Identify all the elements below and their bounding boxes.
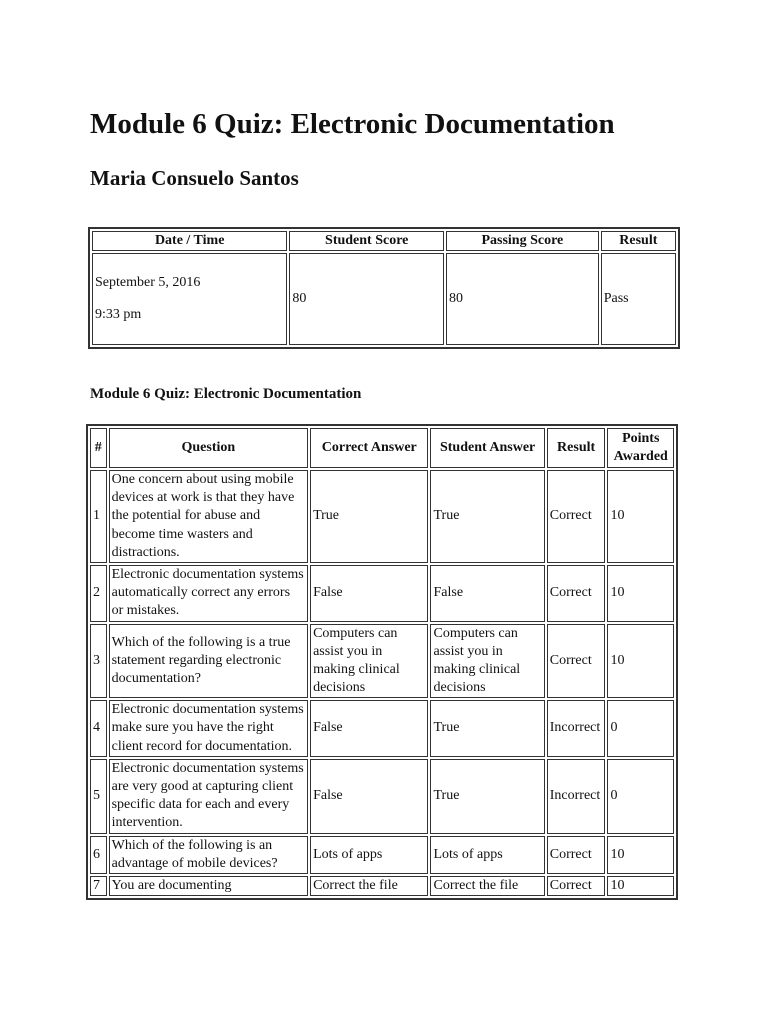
student-score: 80: [289, 253, 444, 345]
header-date-time: Date / Time: [92, 231, 287, 251]
table-row: [90, 700, 674, 757]
correct-answer: False: [310, 700, 428, 757]
question-text: You are documenting: [109, 876, 308, 896]
header-correct-answer: Correct Answer: [310, 428, 428, 468]
question-text: Electronic documentation systems automatically correct any errors or mistakes.: [109, 565, 308, 622]
student-answer: Computers can assist you in making clinical decisions: [430, 624, 544, 699]
points-awarded: 10: [607, 876, 674, 896]
points-awarded: 10: [607, 624, 674, 699]
score-summary-table: [88, 227, 680, 349]
header-result: Result: [547, 428, 606, 468]
student-answer: Lots of apps: [430, 836, 544, 874]
correct-answer: False: [310, 565, 428, 622]
student-name: Maria Consuelo Santos: [90, 166, 299, 190]
header-points-awarded: Points Awarded: [607, 428, 674, 468]
question-text: Electronic documentation systems are very good at capturing client specific data for each and every intervention.: [109, 759, 308, 834]
table-row: [90, 624, 674, 699]
result: Correct: [547, 624, 606, 699]
header-number: #: [90, 428, 107, 468]
student-answer: False: [430, 565, 544, 622]
row-number: 4: [90, 700, 107, 757]
points-awarded: 0: [607, 759, 674, 834]
row-number: 6: [90, 836, 107, 874]
header-question: Question: [109, 428, 308, 468]
points-awarded: 10: [607, 470, 674, 563]
table-row: [90, 836, 674, 874]
result: Incorrect: [547, 700, 606, 757]
pass-result: Pass: [601, 253, 676, 345]
correct-answer: Lots of apps: [310, 836, 428, 874]
table-row: [90, 565, 674, 622]
quiz-header-row: [90, 428, 674, 468]
correct-answer: Computers can assist you in making clinical decisions: [310, 624, 428, 699]
correct-answer: Correct the file: [310, 876, 428, 896]
quiz-time: 9:33 pm: [95, 307, 142, 323]
date-time-cell: [92, 253, 287, 345]
result: Incorrect: [547, 759, 606, 834]
table-row: [90, 759, 674, 834]
row-number: 7: [90, 876, 107, 896]
table-row: [90, 470, 674, 563]
question-text: Which of the following is an advantage of mobile devices?: [109, 836, 308, 874]
correct-answer: False: [310, 759, 428, 834]
student-answer: True: [430, 759, 544, 834]
quiz-date: September 5, 2016: [95, 275, 201, 290]
page-title: Module 6 Quiz: Electronic Documentation: [90, 108, 615, 140]
header-student-answer: Student Answer: [430, 428, 544, 468]
summary-row: [92, 253, 676, 345]
points-awarded: 10: [607, 836, 674, 874]
header-result: Result: [601, 231, 676, 251]
question-text: Electronic documentation systems make sure you have the right client record for documentation.: [109, 700, 308, 757]
row-number: 1: [90, 470, 107, 563]
summary-header-row: [92, 231, 676, 251]
question-text: Which of the following is a true statement regarding electronic documentation?: [109, 624, 308, 699]
result: Correct: [547, 876, 606, 896]
passing-score: 80: [446, 253, 599, 345]
student-answer: True: [430, 700, 544, 757]
table-row: [90, 876, 674, 896]
student-answer: Correct the file: [430, 876, 544, 896]
points-awarded: 0: [607, 700, 674, 757]
student-answer: True: [430, 470, 544, 563]
quiz-results-table: [86, 424, 678, 900]
points-awarded: 10: [607, 565, 674, 622]
correct-answer: True: [310, 470, 428, 563]
row-number: 5: [90, 759, 107, 834]
row-number: 2: [90, 565, 107, 622]
header-student-score: Student Score: [289, 231, 444, 251]
row-number: 3: [90, 624, 107, 699]
quiz-heading: Module 6 Quiz: Electronic Documentation: [90, 386, 362, 402]
result: Correct: [547, 565, 606, 622]
result: Correct: [547, 470, 606, 563]
question-text: One concern about using mobile devices at work is that they have the potential for abuse and become time wasters and distractions.: [109, 470, 308, 563]
result: Correct: [547, 836, 606, 874]
header-passing-score: Passing Score: [446, 231, 599, 251]
